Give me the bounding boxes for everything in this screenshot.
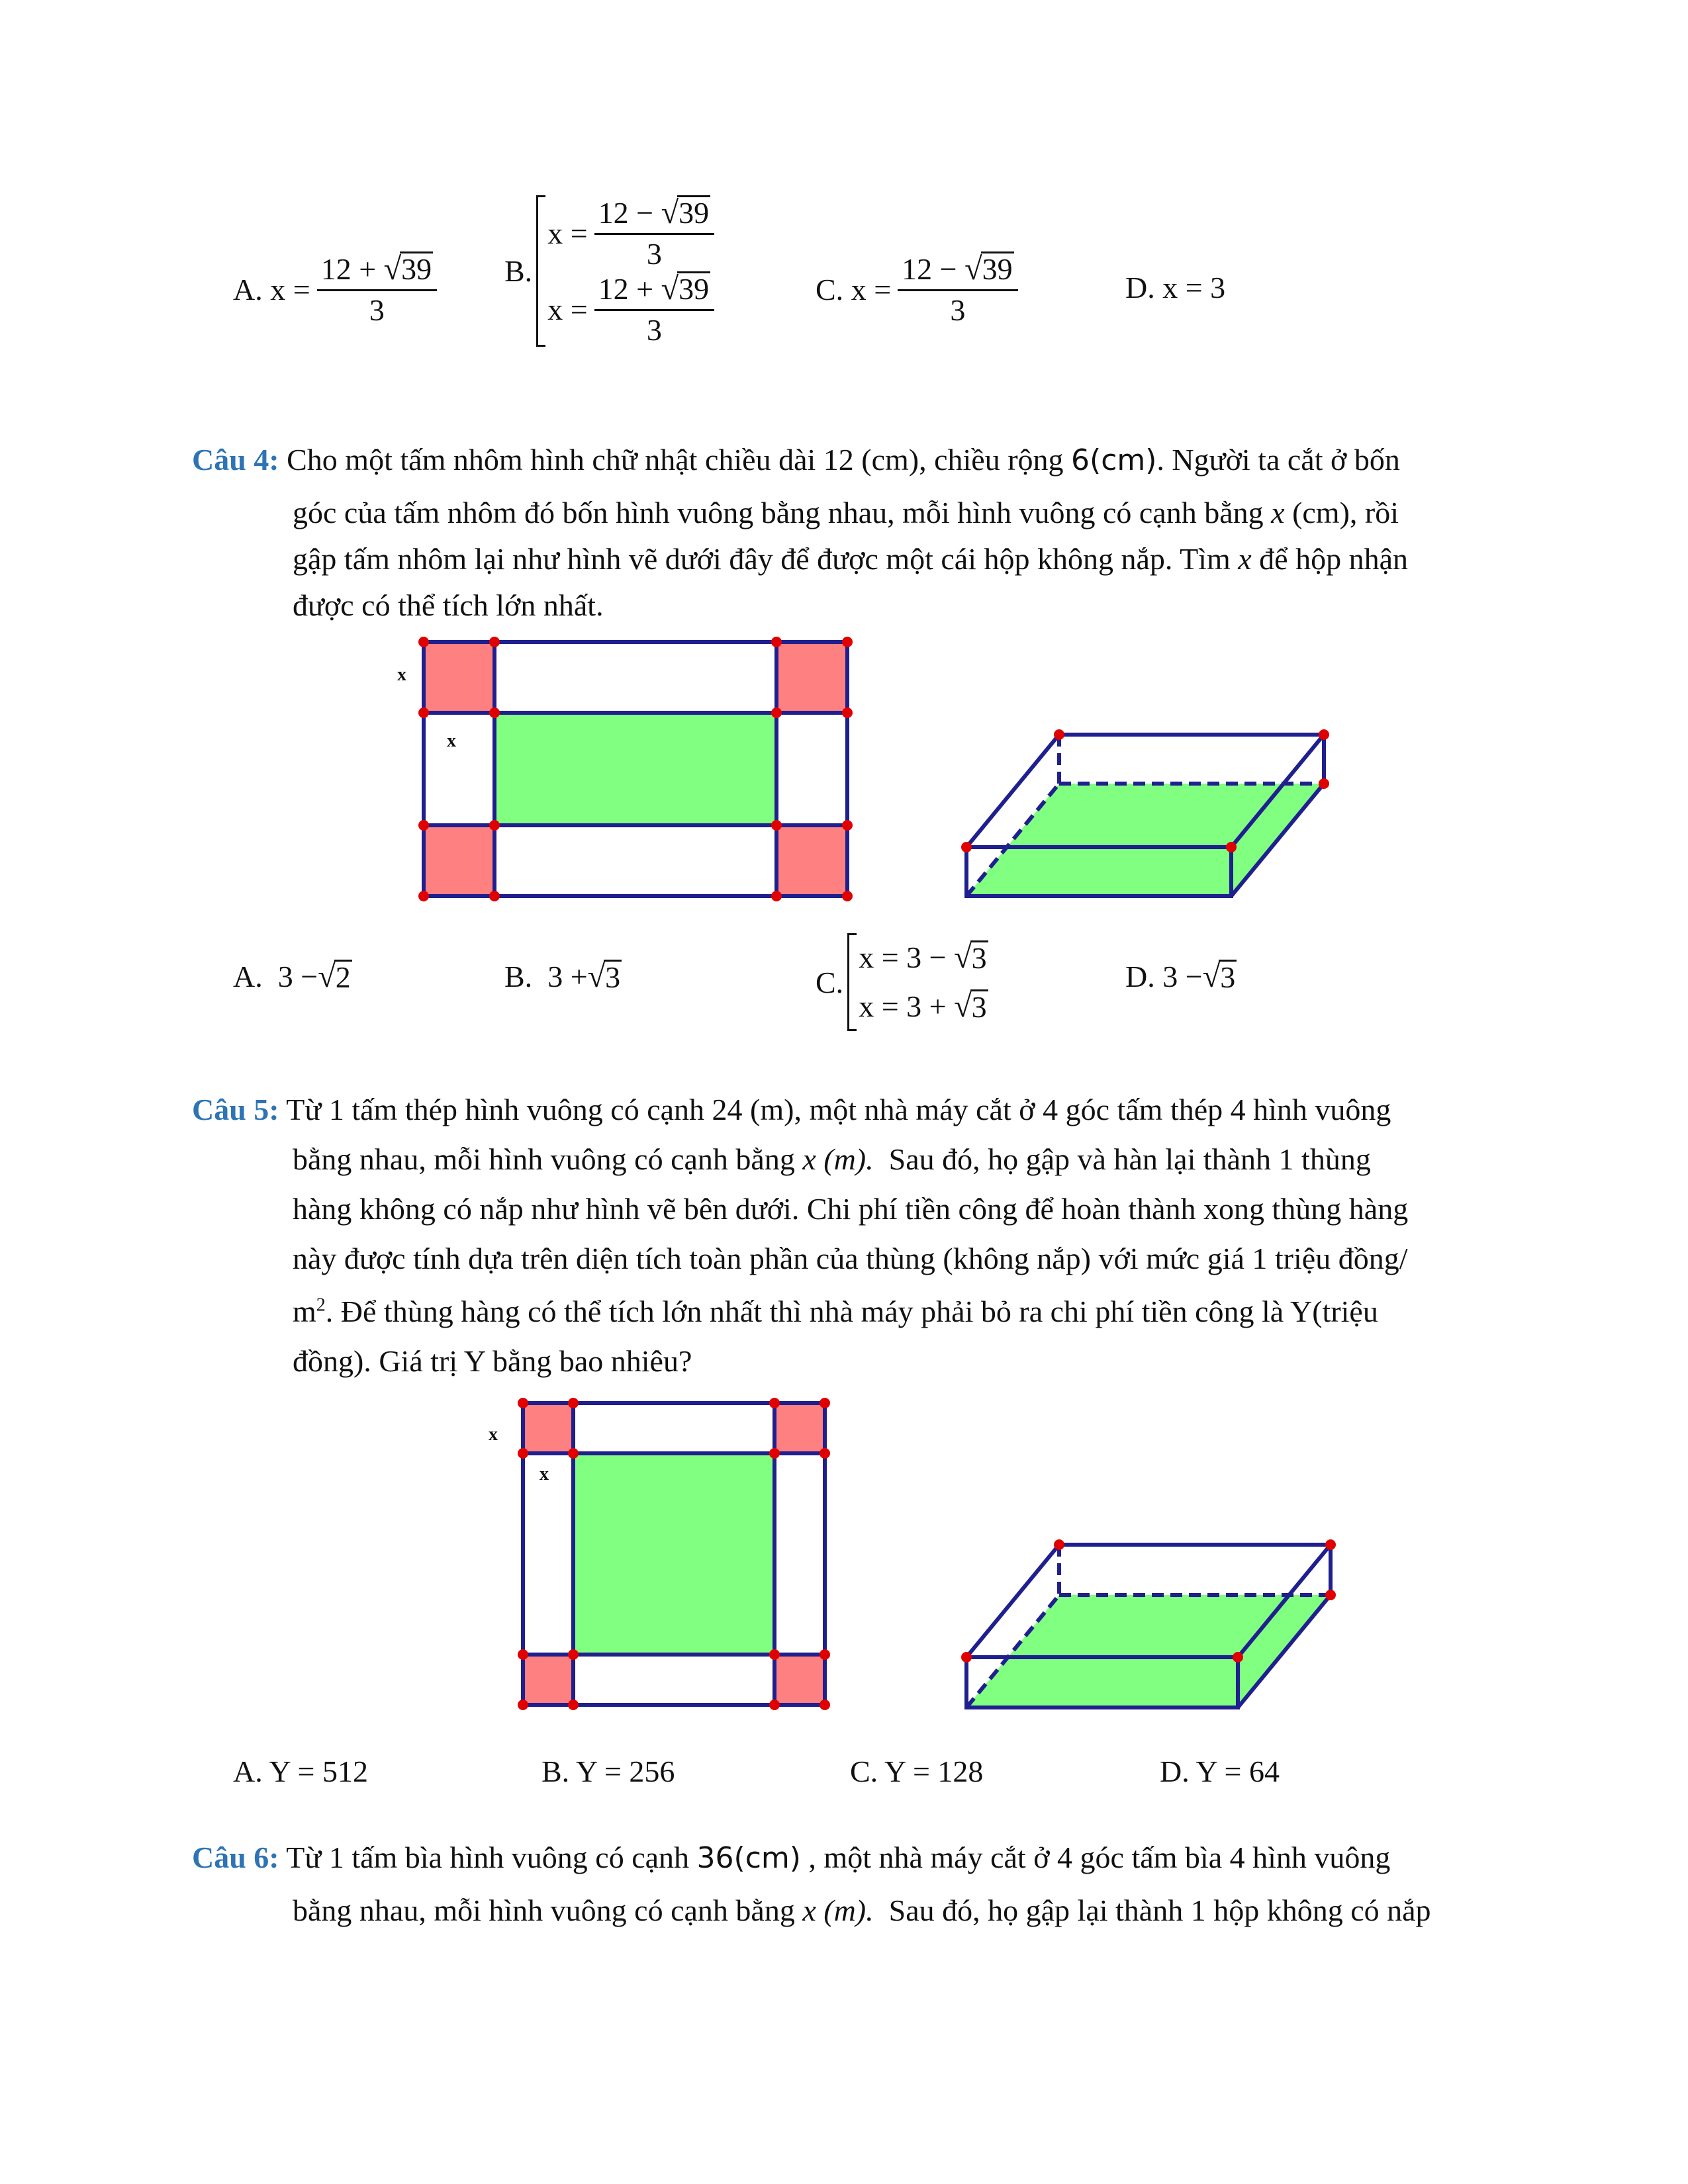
radicand: 3	[971, 990, 987, 1024]
text: được có thể tích lớn nhất.	[293, 588, 604, 622]
math: 36(cm)	[696, 1841, 801, 1875]
num-int: 12 −	[902, 252, 957, 286]
radicand: 3	[1220, 960, 1236, 994]
corner-square	[523, 1403, 573, 1453]
corner-square	[776, 642, 847, 713]
math-var: x =	[851, 272, 892, 306]
option-text: x = 3	[1162, 271, 1226, 304]
q4-line-4	[293, 588, 604, 623]
math-int: 3 +	[547, 960, 588, 993]
text: . Người ta cắt ở bốn	[1156, 443, 1400, 477]
question-label: Câu 4:	[192, 443, 279, 477]
option-label: A.	[233, 960, 263, 993]
q4-net-figure	[384, 629, 874, 907]
option-label: D.	[1125, 271, 1155, 304]
radicand: 39	[982, 252, 1013, 286]
text: hàng không có nắp như hình vẽ bên dưới. Chi phí tiền công để hoàn thành xong thùng hàng	[293, 1192, 1409, 1226]
q5-option-b[interactable]: B. Y = 256	[541, 1754, 675, 1788]
label-x: x	[539, 1464, 549, 1484]
math-var: Y	[1289, 1295, 1313, 1328]
corner-square	[424, 642, 494, 713]
q5-box-figure	[940, 1522, 1350, 1721]
denominator: 3	[646, 312, 662, 347]
q5-option-c[interactable]: C. Y = 128	[850, 1754, 984, 1788]
math-int: 3 −	[277, 960, 318, 993]
math-int: 3 −	[1162, 960, 1203, 993]
corner-square	[424, 825, 494, 896]
bracket-system: x = 3 − √ 3 x = 3 + √ 3	[847, 933, 988, 1031]
q3-option-a[interactable]	[233, 251, 437, 328]
radicand: 39	[401, 252, 432, 286]
text: bằng nhau, mỗi hình vuông có cạnh bằng	[293, 1893, 795, 1927]
corner-square	[774, 1403, 825, 1453]
option-label: C.	[816, 272, 844, 306]
q5-line-1	[192, 1092, 1391, 1127]
q3-option-d[interactable]	[1125, 270, 1225, 305]
radicand: 39	[679, 271, 710, 306]
text: , một nhà máy cắt ở 4 góc tấm bìa 4 hình vuông	[808, 1841, 1391, 1874]
question-label: Câu 6:	[192, 1841, 279, 1874]
denominator: 3	[950, 293, 966, 328]
q4-line-2	[293, 495, 1399, 530]
text: Từ 1 tấm bìa hình vuông có cạnh	[286, 1841, 690, 1874]
q4-option-a[interactable]: A. 3 − √ 2	[233, 959, 351, 994]
text: để hộp nhận	[1259, 542, 1409, 576]
radicand: 39	[679, 196, 710, 230]
math-int: x = 3 +	[859, 989, 947, 1023]
q4-line-3	[293, 541, 1408, 576]
num-int: 12 +	[598, 271, 654, 306]
math-var: x =	[270, 272, 310, 306]
option-label: B.	[504, 960, 533, 993]
option-label: B.	[504, 254, 533, 289]
q4-option-b[interactable]: B. 3 + √ 3	[504, 959, 621, 994]
q5-line-6	[293, 1343, 692, 1379]
label-x: x	[447, 731, 456, 751]
text: Cho một tấm nhôm hình chữ nhật chiều dài 12 (cm), chiều rộng	[287, 443, 1064, 477]
question-label: Câu 5:	[192, 1093, 279, 1126]
base-square	[573, 1453, 774, 1655]
text: đồng). Giá trị	[293, 1344, 458, 1378]
text: này được tính dựa trên diện tích toàn phần của thùng (không nắp) với mức giá 1 triệu đồng/	[293, 1242, 1408, 1275]
q3-option-c[interactable]: C. x = $\frac{12 - √39}{3}$	[816, 251, 1018, 328]
q6-line-1	[192, 1840, 1390, 1875]
q3-option-b[interactable]	[504, 195, 714, 347]
denominator: 3	[646, 237, 662, 271]
corner-square	[523, 1655, 573, 1705]
text: Sau đó, họ gập lại thành 1 hộp không có nắp	[888, 1893, 1431, 1927]
math-var: x	[1238, 542, 1252, 576]
text: . Để thùng hàng có thể tích lớn nhất thì nhà máy phải bỏ ra chi phí tiền công là	[325, 1295, 1284, 1328]
num-int: 12 +	[320, 252, 377, 286]
q6-line-2	[293, 1893, 1431, 1928]
q5-line-3	[293, 1191, 1408, 1226]
radicand: 3	[605, 960, 621, 994]
bracket-system: x = $\frac{12 - √39}{3}$ x = $\frac{12 + √39}{3}$	[536, 195, 714, 347]
math-int: x = 3 −	[859, 940, 947, 974]
q5-line-4	[293, 1241, 1407, 1276]
math-var: x	[1271, 496, 1285, 529]
q4-box-figure	[940, 715, 1350, 907]
denominator: 3	[369, 293, 385, 328]
text: Từ 1 tấm thép hình vuông có cạnh 24 (m), một nhà máy cắt ở 4 góc tấm thép 4 hình vuông	[286, 1093, 1391, 1126]
option-label: C.	[816, 965, 844, 999]
text: góc của tấm nhôm đó bốn hình vuông bằng nhau, mỗi hình vuông có cạnh bằng	[293, 496, 1264, 529]
math: 6(cm)	[1071, 443, 1157, 477]
q4-line-1	[192, 442, 1400, 477]
label-x: x	[397, 664, 406, 685]
q5-line-2	[293, 1142, 1371, 1177]
math-var: x (m).	[802, 1893, 874, 1927]
fraction: $\frac{12 + √39}{3}$	[317, 251, 437, 328]
q5-option-a[interactable]: A. Y = 512	[233, 1754, 368, 1788]
math-var: x (m).	[802, 1142, 874, 1176]
text: Sau đó, họ gập và hàn lại thành 1 thùng	[888, 1142, 1371, 1176]
math-var: Y	[463, 1344, 485, 1378]
option-label: A.	[233, 272, 263, 306]
math-var: x =	[547, 292, 588, 326]
radicand: 3	[971, 941, 987, 976]
math-sup: 2	[316, 1295, 326, 1316]
option-label: D.	[1125, 960, 1155, 993]
text: bằng nhau, mỗi hình vuông có cạnh bằng	[293, 1142, 795, 1176]
base-rectangle	[494, 713, 776, 825]
text: gập tấm nhôm lại như hình vẽ dưới đây để được một cái hộp không nắp. Tìm	[293, 542, 1231, 576]
num-int: 12 −	[598, 196, 654, 230]
math-var: x =	[547, 216, 588, 250]
radicand: 2	[335, 960, 351, 994]
q5-line-5	[293, 1294, 1378, 1329]
corner-square	[776, 825, 847, 896]
label-x: x	[489, 1424, 498, 1445]
text: bằng bao nhiêu?	[492, 1344, 692, 1378]
text: (cm), rồi	[1292, 496, 1399, 529]
q4-option-d[interactable]: D. 3 − √ 3	[1125, 959, 1236, 994]
q5-net-figure	[477, 1390, 847, 1727]
text: (triệu	[1312, 1295, 1378, 1328]
math-unit: m	[293, 1295, 316, 1328]
q4-option-c[interactable]	[816, 933, 988, 1031]
corner-square	[774, 1655, 825, 1705]
q5-option-d[interactable]: D. Y = 64	[1160, 1754, 1280, 1788]
